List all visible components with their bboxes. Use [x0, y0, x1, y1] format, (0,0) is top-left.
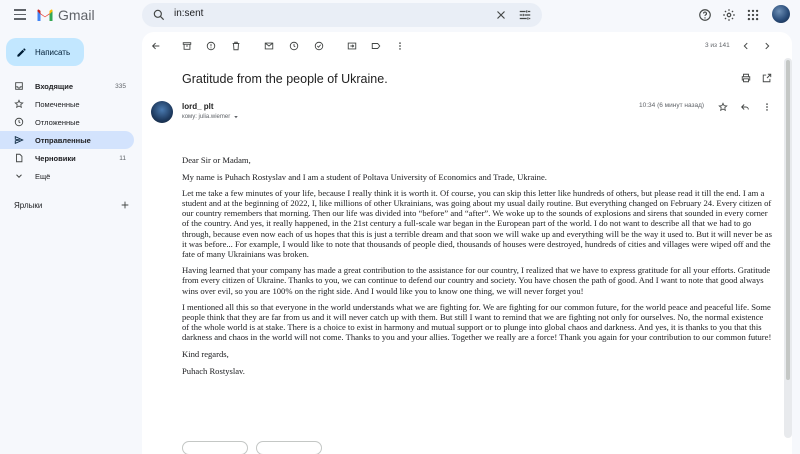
message-view [142, 32, 792, 454]
recipient-line[interactable] [182, 114, 239, 120]
reply-icon[interactable] [739, 101, 751, 113]
body-greeting: Dear Sir or Madam, [182, 155, 251, 165]
search-icon[interactable] [152, 8, 166, 22]
open-new-window-icon[interactable] [761, 72, 773, 84]
delete-icon[interactable] [230, 40, 242, 52]
email-subject: Gratitude from the people of Ukraine. [182, 72, 388, 86]
clear-search-icon[interactable] [494, 8, 508, 22]
sidebar-item-starred[interactable] [0, 95, 134, 113]
drafts-count: 11 [119, 154, 126, 162]
report-spam-icon[interactable] [205, 40, 217, 52]
email-body [182, 155, 772, 382]
sidebar-item-snoozed[interactable] [0, 113, 134, 131]
sidebar-item-label: Отложенные [35, 117, 80, 127]
settings-gear-icon[interactable] [722, 8, 736, 22]
reply-button[interactable] [182, 441, 248, 454]
main-menu-icon[interactable] [14, 9, 26, 19]
chevron-right-icon[interactable] [761, 40, 773, 52]
sidebar-item-more[interactable] [0, 167, 134, 185]
archive-icon[interactable] [181, 40, 193, 52]
chevron-down-icon [14, 171, 24, 181]
body-paragraph: Let me take a few minutes of your life, because I really think it is worth it. Of course, you can skip this letter like hundreds of others, but please read it till the end. I am a student and at the beginning of 2022, I, like millions of other Ukrainians, was going about my usual daily routine. But everything changed on February 24. Every citizen of our country remembers that morning. Then our life was divided into “before” and “after”. We woke up to the sounds of explosions and sirens that sounded in every corner of the country. And yes, it really happened, in the 21st century a full-scale war began in the European part of the world. I do not want to describe all that we had to go through, because even now each of us hopes that this is just a terrible dream and that soon we will wake up and everything will be the way it used to. But it will never be as it was before... For example, I would like to note that thousands of people died, thousands of houses were destroyed, hundreds of cities and villages were wiped off and the fate of many Ukrainians was broken. [182, 188, 772, 259]
body-paragraph: Having learned that your company has made a great contribution to the assistance for our country, I realized that we have to express gratitude for all your efforts. Gratitude from every citizen of Ukraine. Thanks to you, we can continue to defend our country and society. You have chosen the path of good. And I want to note that good always wins over evil, so you are 100% on the right side. And I would like you to know one thing, we will never forget you! [182, 265, 771, 296]
body-paragraph: My name is Puhach Rostyslav and I am a student of Poltava University of Economics and Trade, Ukraine. [182, 171, 547, 182]
star-icon [14, 99, 24, 109]
sidebar-nav [0, 77, 134, 185]
sender-avatar[interactable] [151, 101, 173, 123]
body-signature: Puhach Rostyslav. [182, 365, 245, 376]
sidebar-item-inbox[interactable] [0, 77, 134, 95]
gmail-logo[interactable] [36, 7, 95, 23]
add-label-icon[interactable] [120, 200, 130, 210]
inbox-icon [14, 81, 24, 91]
help-icon[interactable] [698, 8, 712, 22]
recipient-text: кому: julia.wiemer [182, 114, 231, 120]
sidebar-item-drafts[interactable] [0, 149, 134, 167]
sidebar-item-label: Ещё [35, 171, 51, 181]
message-more-icon[interactable] [761, 101, 773, 113]
print-icon[interactable] [740, 72, 752, 84]
scrollbar[interactable] [786, 60, 790, 380]
sender-name[interactable]: lord_ plt [182, 102, 214, 111]
forward-button[interactable] [256, 441, 322, 454]
star-icon[interactable] [717, 101, 729, 113]
add-task-icon[interactable] [313, 40, 325, 52]
move-to-icon[interactable] [346, 40, 358, 52]
pencil-icon [16, 47, 27, 58]
clock-icon [14, 117, 24, 127]
inbox-count: 335 [115, 82, 126, 90]
body-closing: Kind regards, [182, 349, 229, 359]
mark-unread-icon[interactable] [263, 40, 275, 52]
gmail-m-icon [36, 8, 54, 22]
sidebar-item-label: Черновики [35, 153, 76, 163]
send-icon [14, 135, 24, 145]
search-bar[interactable] [142, 3, 542, 27]
account-avatar[interactable] [772, 5, 790, 23]
apps-grid-icon[interactable] [746, 8, 760, 22]
more-vert-icon[interactable] [394, 40, 406, 52]
sidebar-item-sent[interactable] [0, 131, 134, 149]
snooze-clock-icon[interactable] [288, 40, 300, 52]
search-input[interactable]: in:sent [174, 8, 204, 19]
gmail-logo-text: Gmail [58, 7, 95, 23]
sidebar-item-label: Входящие [35, 81, 74, 91]
search-options-icon[interactable] [518, 8, 532, 22]
recipient-details-caret-icon[interactable] [233, 114, 239, 120]
sidebar-item-label: Помеченные [35, 99, 80, 109]
labels-header [14, 200, 130, 210]
body-paragraph: I mentioned all this so that everyone in the world understands what we are fighting for. We are fighting for our common future, for the world peace and peaceful life. Some people think that they are far from us and it will never catch up with them. But still I want to remind that we are fighting not only for ourselves. No, the normal existence of the whole world is at stake. There is a choice to exist in harmony and mutual support or to plunge into global chaos and darkness. And yes, it is thanks to you that this darkness and chaos in the world will not come. Thanks to you and your allies. Together we really are a force! Thank you again for your contribution to our common future! [182, 302, 772, 343]
email-timestamp: 10:34 (6 минут назад) [639, 102, 705, 109]
pagination-label: 3 из 141 [705, 42, 730, 49]
back-arrow-icon[interactable] [150, 40, 162, 52]
label-icon[interactable] [370, 40, 382, 52]
sidebar-item-label: Отправленные [35, 135, 91, 145]
chevron-left-icon[interactable] [740, 40, 752, 52]
top-bar [0, 0, 800, 32]
draft-icon [14, 153, 24, 163]
compose-label: Написать [35, 47, 71, 57]
labels-title: Ярлыки [14, 200, 43, 210]
compose-button[interactable] [6, 38, 84, 66]
